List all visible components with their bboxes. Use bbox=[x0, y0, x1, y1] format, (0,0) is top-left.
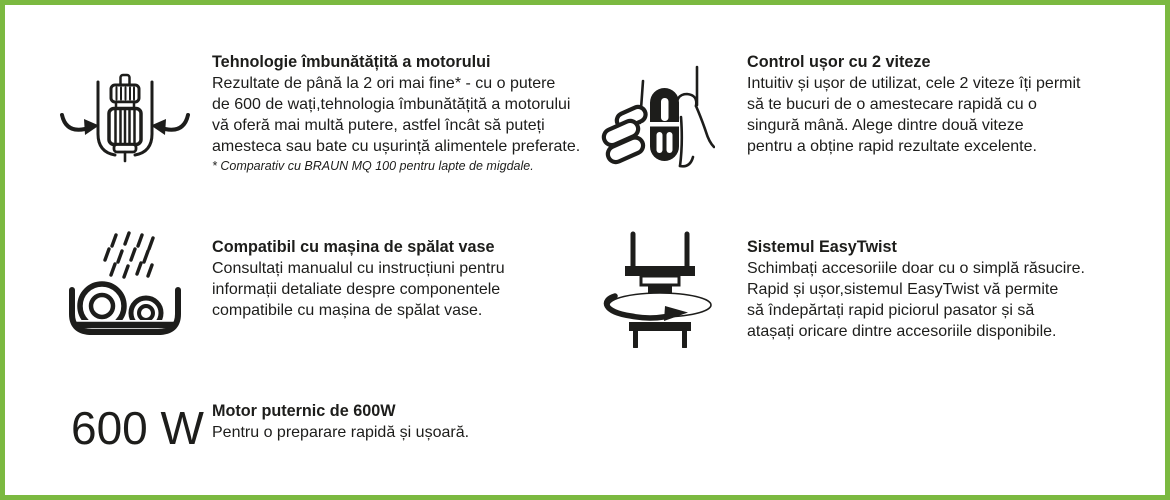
dishwasher-safe-icon bbox=[60, 230, 190, 350]
feature-body-line: atașați oricare dintre accesoriile disponibile. bbox=[747, 323, 1057, 340]
feature-dishwasher-safe bbox=[212, 237, 505, 321]
feature-easytwist bbox=[747, 237, 1085, 342]
feature-body-line: vă oferă mai multă putere, astfel încât să puteți bbox=[212, 117, 545, 134]
feature-body bbox=[212, 258, 505, 321]
feature-powerful-motor bbox=[212, 401, 469, 443]
feature-body-line: Pentru o preparare rapidă și ușoară. bbox=[212, 424, 470, 441]
feature-body-line: compatibile cu mașina de spălat vase. bbox=[212, 302, 483, 319]
feature-body-line: Rezultate de până la 2 ori mai fine* - cu o putere bbox=[212, 75, 556, 92]
feature-body-line: pentru a obține rapid rezultate excelente. bbox=[747, 138, 1037, 155]
easytwist-rotation-icon bbox=[595, 230, 725, 348]
feature-body-line: de 600 de wați,tehnologia îmbunătățită a motorului bbox=[212, 96, 571, 113]
feature-body-line: amesteca sau bate cu ușurință alimentele preferate. bbox=[212, 138, 581, 155]
feature-body-line: să te bucuri de o amestecare rapidă cu o bbox=[747, 96, 1037, 113]
feature-body-line: Consultați manualul cu instrucțiuni pentru bbox=[212, 260, 505, 277]
feature-body bbox=[747, 258, 1085, 342]
feature-body-line: să îndepărtați rapid piciorul pasator și să bbox=[747, 302, 1035, 319]
water-drops bbox=[105, 233, 153, 277]
feature-title: Tehnologie îmbunătățită a motorului bbox=[212, 53, 491, 71]
feature-body-line: Intuitiv și ușor de utilizat, cele 2 viteze îți permit bbox=[747, 75, 1081, 92]
power-badge: 600 W bbox=[71, 402, 204, 454]
feature-body-line: Schimbați accesoriile doar cu o simplă răsucire. bbox=[747, 260, 1085, 277]
feature-title: Control ușor cu 2 viteze bbox=[747, 53, 931, 71]
feature-footnote: * Comparativ cu BRAUN MQ 100 pentru lapte de migdale. bbox=[212, 159, 534, 173]
feature-title: Sistemul EasyTwist bbox=[747, 238, 897, 256]
feature-improved-motor bbox=[212, 52, 580, 174]
feature-body-line: informații detaliate despre componentele bbox=[212, 281, 501, 298]
feature-body-line: singură mână. Alege dintre două viteze bbox=[747, 117, 1024, 134]
feature-title: Motor puternic de 600W bbox=[212, 402, 396, 420]
motor-rotation-icon bbox=[55, 60, 195, 165]
feature-title: Compatibil cu mașina de spălat vase bbox=[212, 238, 495, 256]
feature-body-line: Rapid și ușor,sistemul EasyTwist vă permite bbox=[747, 281, 1059, 298]
feature-body bbox=[212, 73, 580, 157]
feature-body bbox=[747, 73, 1080, 157]
hand-grip-two-speed-icon bbox=[600, 65, 715, 175]
feature-two-speed-control bbox=[747, 52, 1080, 157]
